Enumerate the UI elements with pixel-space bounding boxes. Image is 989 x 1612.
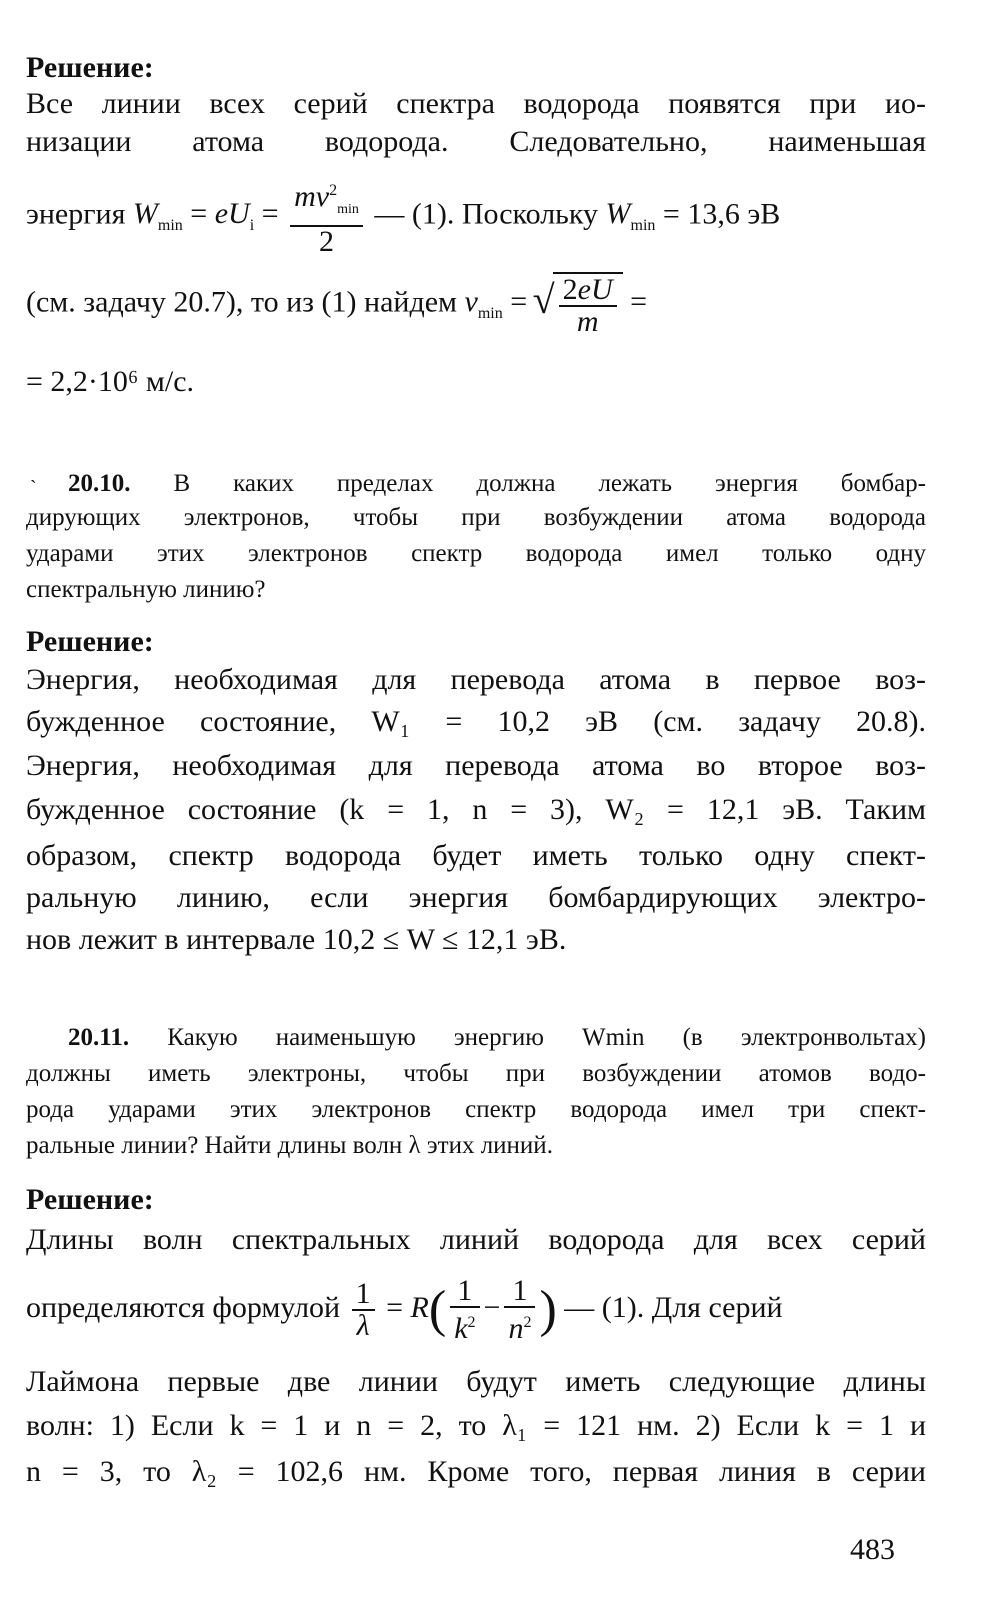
solution-3-line-4: волн: 1) Если k = 1 и n = 2, то λ₁ = 121 нм. 2) Если k = 1 и [26,1409,926,1442]
solution-1-line-3-suffix: — (1). Поскольку [374,197,599,231]
solution-1-result: = 2,2·10⁶ м/с. [26,365,195,398]
problem-20-10-text-1: В каких пределах должна лежать энергия бомбар- [173,470,927,497]
wmin-value: = 13,6 эВ [662,197,781,231]
problem-20-10-number: 20.10. [68,470,131,497]
problem-20-10-line-4: спектральную линию? [26,576,266,603]
problem-20-11-line-3: рода ударами этих электронов спектр водорода имел три спект- [26,1096,926,1123]
problem-20-11-text-1: Какую наименьшую энергию Wmin (в электронвольтах) [167,1024,926,1051]
solution-1-velocity-line [26,272,926,344]
solution-3-line-5: n = 3, то λ₂ = 102,6 нм. Кроме того, первая линия в серии [26,1455,926,1488]
solution-1-line-3-prefix: энергия [26,197,126,231]
solution-2-line-2: бужденное состояние, W₁ = 10,2 эВ (см. задачу 20.8). [26,705,926,738]
formula-vmin: $v_{min}$ = √ $\frac{2eU}{m}$ = [465,285,648,318]
solution-2-line-3: Энергия, необходимая для перевода атома во второе воз- [26,749,926,782]
solution-2-line-6: ральную линию, если энергия бомбардирующих электро- [26,881,926,914]
solution-1-line-1: Все линии всех серий спектра водорода появятся при ио- [26,87,926,120]
solution-3-formula-line [26,1268,926,1350]
page-number: 483 [850,1533,895,1566]
solution-1-line-4: (см. задачу 20.7), то из (1) найдем [26,285,458,319]
solution-3-line-1: Длины волн спектральных линий водорода для всех серий [26,1223,926,1256]
sqrt-2eu-over-m: √ $\frac{2eU}{m}$ [553,272,623,337]
formula-rydberg: $\frac{1}{\lambda}$ = R( $\frac{1}{k^2}$ − $\frac{1}{n^2}$ ) [348,1291,565,1324]
fraction-mv2-over-2: $\frac{mv^2_{min}}{2}$ [290,176,363,257]
solution-1-line-2: низации атома водорода. Следовательно, наименьшая [26,125,926,158]
problem-20-10-line-2: дирующих электронов, чтобы при возбуждении атома водорода [26,504,926,531]
solution-2-line-5: образом, спектр водорода будет иметь только одну спект- [26,839,926,872]
solution-3-line-2-prefix: определяются формулой [26,1291,341,1324]
solution-3-line-2-suffix: — (1). Для серий [564,1291,783,1324]
solution-1-formula-line [26,176,926,257]
solution-2-line-1: Энергия, необходимая для перевода атома в первое воз- [26,663,926,696]
formula-wmin: $W_{min}$ [605,197,656,235]
solution-2-line-4: бужденное состояние (k = 1, n = 3), W₂ = 12,1 эВ. Таким [26,793,926,826]
solution-3-line-3: Лаймона первые две линии будут иметь следующие длины [26,1365,926,1398]
problem-20-11-line-2: должны иметь электроны, чтобы при возбуждении атомов водо- [26,1060,926,1087]
problem-20-10-line-3: ударами этих электронов спектр водорода имел только одну [26,540,926,567]
solution-heading-3: Решение: [26,1183,154,1216]
solution-heading-1: Решение: [26,51,154,84]
formula-energy: $W_{min} = eU_i$ = $\frac{mv^2_{min}}{2}$ [133,197,374,230]
solution-heading-2: Решение: [26,625,154,658]
solution-2-line-7: нов лежит в интервале 10,2 ≤ W ≤ 12,1 эВ. [26,923,567,956]
problem-20-11-number: 20.11. [68,1024,130,1051]
scan-mark: ` [30,477,37,499]
problem-20-11-line-4: ральные линии? Найти длины волн λ этих линий. [26,1132,553,1159]
